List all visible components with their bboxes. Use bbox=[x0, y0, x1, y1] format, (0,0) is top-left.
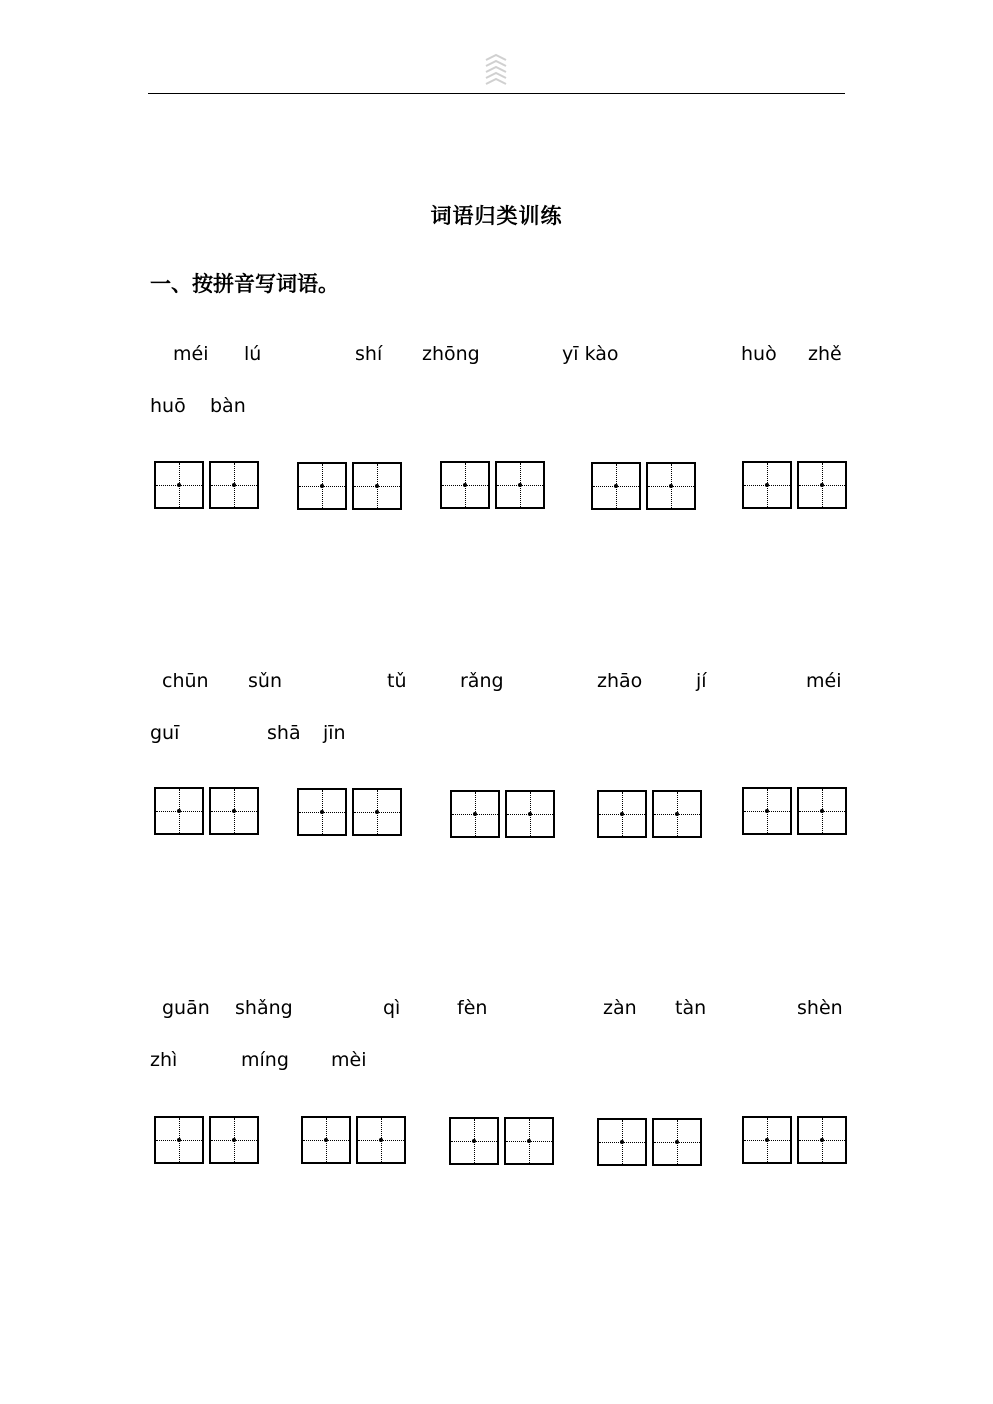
pinyin-syllable: méi bbox=[806, 670, 842, 692]
writing-cell[interactable] bbox=[440, 461, 490, 509]
answer-box[interactable] bbox=[154, 461, 259, 511]
writing-cell[interactable] bbox=[797, 461, 847, 509]
writing-cell[interactable] bbox=[209, 1116, 259, 1164]
writing-cell[interactable] bbox=[154, 461, 204, 509]
answer-box[interactable] bbox=[154, 787, 259, 837]
writing-cell[interactable] bbox=[154, 1116, 204, 1164]
writing-cell[interactable] bbox=[449, 1117, 499, 1165]
writing-cell[interactable] bbox=[597, 1118, 647, 1166]
answer-box[interactable] bbox=[440, 461, 545, 511]
pinyin-syllable: shǎng bbox=[235, 997, 293, 1019]
writing-cell[interactable] bbox=[352, 462, 402, 510]
writing-cell[interactable] bbox=[505, 790, 555, 838]
pinyin-syllable: zhě bbox=[808, 343, 842, 365]
header-rule bbox=[148, 93, 845, 94]
pinyin-syllable: sǔn bbox=[248, 670, 282, 692]
pinyin-syllable: zhōng bbox=[422, 343, 480, 365]
writing-cell[interactable] bbox=[742, 461, 792, 509]
writing-cell[interactable] bbox=[154, 787, 204, 835]
answer-box[interactable] bbox=[597, 1118, 702, 1168]
writing-cell[interactable] bbox=[352, 788, 402, 836]
writing-cell[interactable] bbox=[652, 1118, 702, 1166]
section-heading: 一、按拼音写词语。 bbox=[150, 271, 339, 296]
pinyin-syllable: shèn bbox=[797, 997, 843, 1019]
pinyin-syllable: jí bbox=[696, 670, 707, 692]
writing-cell[interactable] bbox=[450, 790, 500, 838]
pinyin-syllable: huō bbox=[150, 395, 186, 417]
answer-box[interactable] bbox=[591, 462, 696, 512]
pinyin-syllable: zàn bbox=[603, 997, 637, 1019]
pinyin-syllable: zhāo bbox=[597, 670, 643, 692]
writing-cell[interactable] bbox=[301, 1116, 351, 1164]
writing-cell[interactable] bbox=[797, 787, 847, 835]
pinyin-syllable: méi bbox=[173, 343, 209, 365]
pinyin-syllable: guān bbox=[162, 997, 210, 1019]
answer-box[interactable] bbox=[742, 461, 847, 511]
pinyin-syllable: lú bbox=[244, 343, 262, 365]
writing-cell[interactable] bbox=[495, 461, 545, 509]
writing-cell[interactable] bbox=[652, 790, 702, 838]
pinyin-syllable: shí bbox=[355, 343, 383, 365]
answer-box[interactable] bbox=[742, 1116, 847, 1166]
pinyin-syllable: guī bbox=[150, 722, 180, 744]
pinyin-syllable: bàn bbox=[210, 395, 246, 417]
writing-cell[interactable] bbox=[356, 1116, 406, 1164]
answer-box[interactable] bbox=[154, 1116, 259, 1166]
pinyin-syllable: shā bbox=[267, 722, 301, 744]
writing-cell[interactable] bbox=[597, 790, 647, 838]
writing-cell[interactable] bbox=[209, 461, 259, 509]
answer-box[interactable] bbox=[742, 787, 847, 837]
pinyin-syllable: tàn bbox=[675, 997, 707, 1019]
answer-box[interactable] bbox=[297, 462, 402, 512]
pinyin-syllable: míng bbox=[241, 1049, 289, 1071]
writing-cell[interactable] bbox=[297, 462, 347, 510]
pinyin-syllable: fèn bbox=[457, 997, 488, 1019]
pinyin-syllable: qì bbox=[383, 997, 401, 1019]
pinyin-syllable: chūn bbox=[162, 670, 209, 692]
writing-cell[interactable] bbox=[797, 1116, 847, 1164]
pinyin-syllable: zhì bbox=[150, 1049, 178, 1071]
pinyin-syllable: rǎng bbox=[460, 670, 504, 692]
answer-box[interactable] bbox=[449, 1117, 554, 1167]
writing-cell[interactable] bbox=[297, 788, 347, 836]
pinyin-syllable: yī kào bbox=[562, 343, 619, 365]
answer-box[interactable] bbox=[597, 790, 702, 840]
writing-cell[interactable] bbox=[209, 787, 259, 835]
document-title: 词语归类训练 bbox=[430, 203, 563, 228]
answer-box[interactable] bbox=[301, 1116, 406, 1166]
writing-cell[interactable] bbox=[742, 1116, 792, 1164]
writing-cell[interactable] bbox=[646, 462, 696, 510]
writing-cell[interactable] bbox=[591, 462, 641, 510]
answer-box[interactable] bbox=[450, 790, 555, 840]
layered-logo-icon bbox=[482, 52, 510, 86]
writing-cell[interactable] bbox=[742, 787, 792, 835]
writing-cell[interactable] bbox=[504, 1117, 554, 1165]
pinyin-syllable: mèi bbox=[331, 1049, 367, 1071]
pinyin-syllable: huò bbox=[741, 343, 777, 365]
pinyin-syllable: tǔ bbox=[387, 670, 407, 692]
pinyin-syllable: jīn bbox=[323, 722, 346, 744]
answer-box[interactable] bbox=[297, 788, 402, 838]
